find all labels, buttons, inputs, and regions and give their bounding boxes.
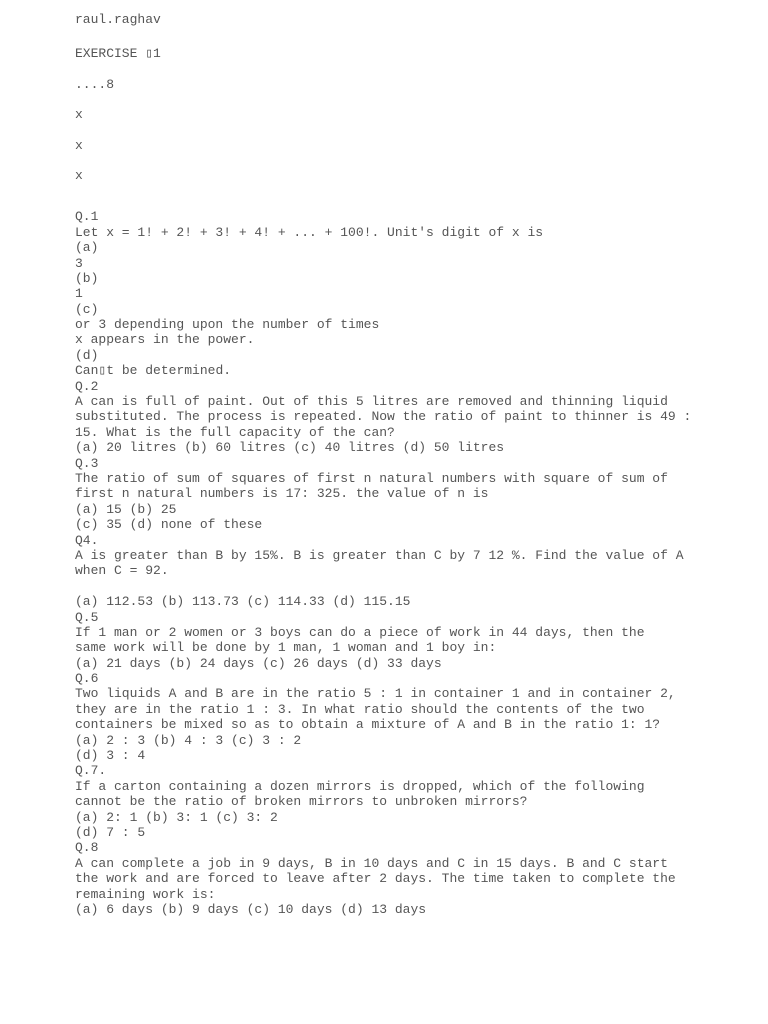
option-line: (a) 20 litres (b) 60 litres (c) 40 litres (d) 50 litres xyxy=(75,440,505,456)
x-mark: x xyxy=(75,167,83,183)
option-line: (a) 2: 1 (b) 3: 1 (c) 3: 2 xyxy=(75,809,278,825)
option-line: (a) 21 days (b) 24 days (c) 26 days (d) 33 days xyxy=(75,655,442,671)
question-label: Q.1 xyxy=(75,209,99,225)
question-text: A is greater than B by 15%. B is greater than C by 7 12 %. Find the value of A xyxy=(75,547,684,563)
option-line: 1 xyxy=(75,286,83,302)
option-line: (d) xyxy=(75,347,99,363)
option-line: (c) 35 (d) none of these xyxy=(75,517,263,533)
question-text: A can complete a job in 9 days, B in 10 days and C in 15 days. B and C start xyxy=(75,855,668,871)
question-text: when C = 92. xyxy=(75,563,169,579)
question-text: cannot be the ratio of broken mirrors to unbroken mirrors? xyxy=(75,794,528,810)
option-line: (a) 6 days (b) 9 days (c) 10 days (d) 13 days xyxy=(75,901,427,917)
page-dots: ....8 xyxy=(75,76,115,92)
question-text: remaining work is: xyxy=(75,886,216,902)
question-label: Q.6 xyxy=(75,671,99,687)
option-line: (a) 2 : 3 (b) 4 : 3 (c) 3 : 2 xyxy=(75,732,302,748)
question-text: Let x = 1! + 2! + 3! + 4! + ... + 100!. Unit's digit of x is xyxy=(75,224,544,240)
option-line: 3 xyxy=(75,255,83,271)
question-text: The ratio of sum of squares of first n natural numbers with square of sum of xyxy=(75,470,668,486)
x-mark: x xyxy=(75,107,83,123)
question-3 xyxy=(75,456,735,533)
question-1 xyxy=(75,209,735,378)
question-4 xyxy=(75,533,735,610)
question-text: first n natural numbers is 17: 325. the value of n is xyxy=(75,486,489,502)
question-label: Q.7. xyxy=(75,763,107,779)
option-line: (c) xyxy=(75,301,99,317)
option-line: (b) xyxy=(75,270,99,286)
option-line: (a) xyxy=(75,240,99,256)
option-line: x appears in the power. xyxy=(75,332,255,348)
option-line: (a) 112.53 (b) 113.73 (c) 114.33 (d) 115.15 xyxy=(75,594,411,610)
author-name: raul.raghav xyxy=(75,12,161,27)
question-6 xyxy=(75,671,735,763)
question-text: Two liquids A and B are in the ratio 5 : 1 in container 1 and in container 2, xyxy=(75,686,676,702)
question-text: If a carton containing a dozen mirrors is dropped, which of the following xyxy=(75,778,645,794)
option-line: (d) 7 : 5 xyxy=(75,824,146,840)
question-5 xyxy=(75,610,735,672)
question-label: Q4. xyxy=(75,532,99,548)
question-text: the work and are forced to leave after 2 days. The time taken to complete the xyxy=(75,871,676,887)
exercise-title: EXERCISE ▯1 xyxy=(75,46,161,62)
question-8 xyxy=(75,840,735,917)
question-text: 15. What is the full capacity of the can? xyxy=(75,424,395,440)
document-page xyxy=(75,12,735,917)
option-line: Can▯t be determined. xyxy=(75,363,232,379)
option-line: (d) 3 : 4 xyxy=(75,748,146,764)
question-label: Q.2 xyxy=(75,378,99,394)
question-text: they are in the ratio 1 : 3. In what ratio should the contents of the two xyxy=(75,701,645,717)
question-text: A can is full of paint. Out of this 5 litres are removed and thinning liquid xyxy=(75,394,668,410)
question-2 xyxy=(75,379,735,456)
option-line: (a) 15 (b) 25 xyxy=(75,501,177,517)
question-text: containers be mixed so as to obtain a mixture of A and B in the ratio 1: 1? xyxy=(75,717,661,733)
question-7 xyxy=(75,763,735,840)
question-label: Q.8 xyxy=(75,840,99,856)
x-mark: x xyxy=(75,137,83,153)
question-text: If 1 man or 2 women or 3 boys can do a piece of work in 44 days, then the xyxy=(75,624,645,640)
question-label: Q.5 xyxy=(75,609,99,625)
question-label: Q.3 xyxy=(75,455,99,471)
question-text: substituted. The process is repeated. Now the ratio of paint to thinner is 49 : xyxy=(75,409,692,425)
question-text: same work will be done by 1 man, 1 woman and 1 boy in: xyxy=(75,640,497,656)
option-line: or 3 depending upon the number of times xyxy=(75,317,380,333)
